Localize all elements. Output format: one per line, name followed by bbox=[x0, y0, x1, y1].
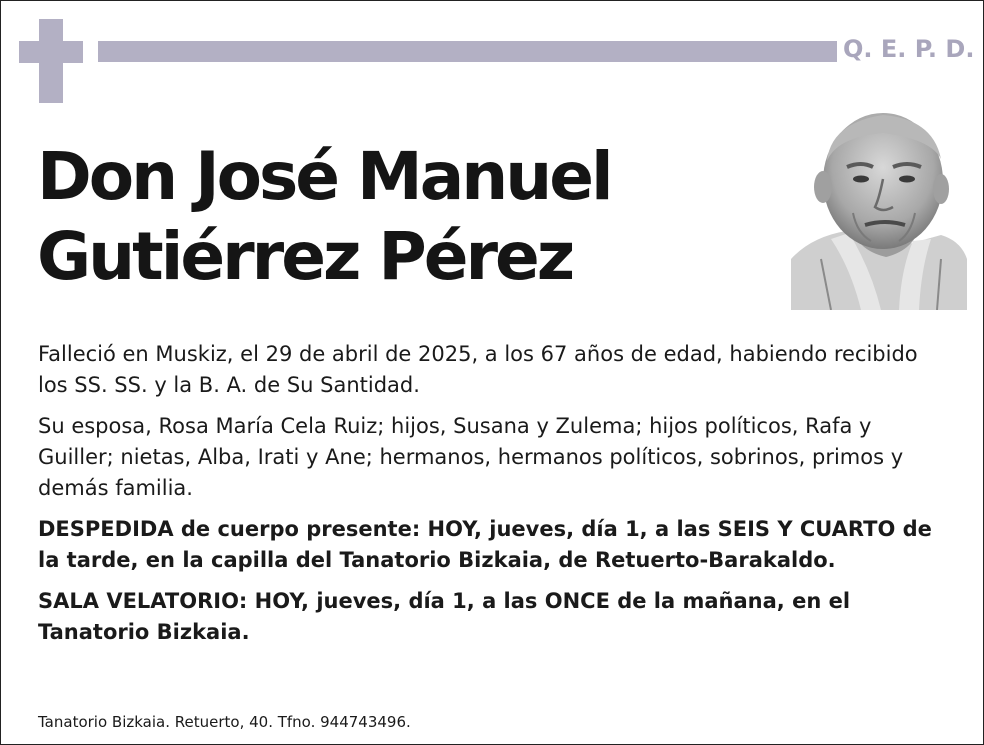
death-announcement: Falleció en Muskiz, el 29 de abril de 2025, a los 67 años de edad, habiendo recibido los SS. SS. y la B. A. de Su Santidad. bbox=[38, 342, 918, 397]
notice-body bbox=[38, 339, 948, 658]
qepd-label: Q. E. P. D. bbox=[843, 35, 975, 63]
deceased-name bbox=[37, 137, 611, 297]
cross-icon-horizontal bbox=[19, 41, 83, 63]
name-line-1: Don José Manuel bbox=[37, 138, 611, 215]
header-rule bbox=[98, 41, 837, 62]
farewell-details: DESPEDIDA de cuerpo presente: HOY, jueves, día 1, a las SEIS Y CUARTO de la tarde, en la capilla del Tanatorio Bizkaia, de Retuerto-Barakaldo. bbox=[38, 517, 932, 572]
portrait-image bbox=[791, 109, 967, 310]
wake-room-details: SALA VELATORIO: HOY, jueves, día 1, a las ONCE de la mañana, en el Tanatorio Bizkaia. bbox=[38, 589, 851, 644]
funeral-home-contact: Tanatorio Bizkaia. Retuerto, 40. Tfno. 944743496. bbox=[38, 713, 411, 731]
family-list: Su esposa, Rosa María Cela Ruiz; hijos, Susana y Zulema; hijos políticos, Rafa y Guiller; nietas, Alba, Irati y Ane; hermanos, hermanos políticos, sobrinos, primos y demás familia. bbox=[38, 414, 904, 500]
name-line-2: Gutiérrez Pérez bbox=[37, 218, 573, 295]
portrait-photo bbox=[791, 109, 967, 310]
